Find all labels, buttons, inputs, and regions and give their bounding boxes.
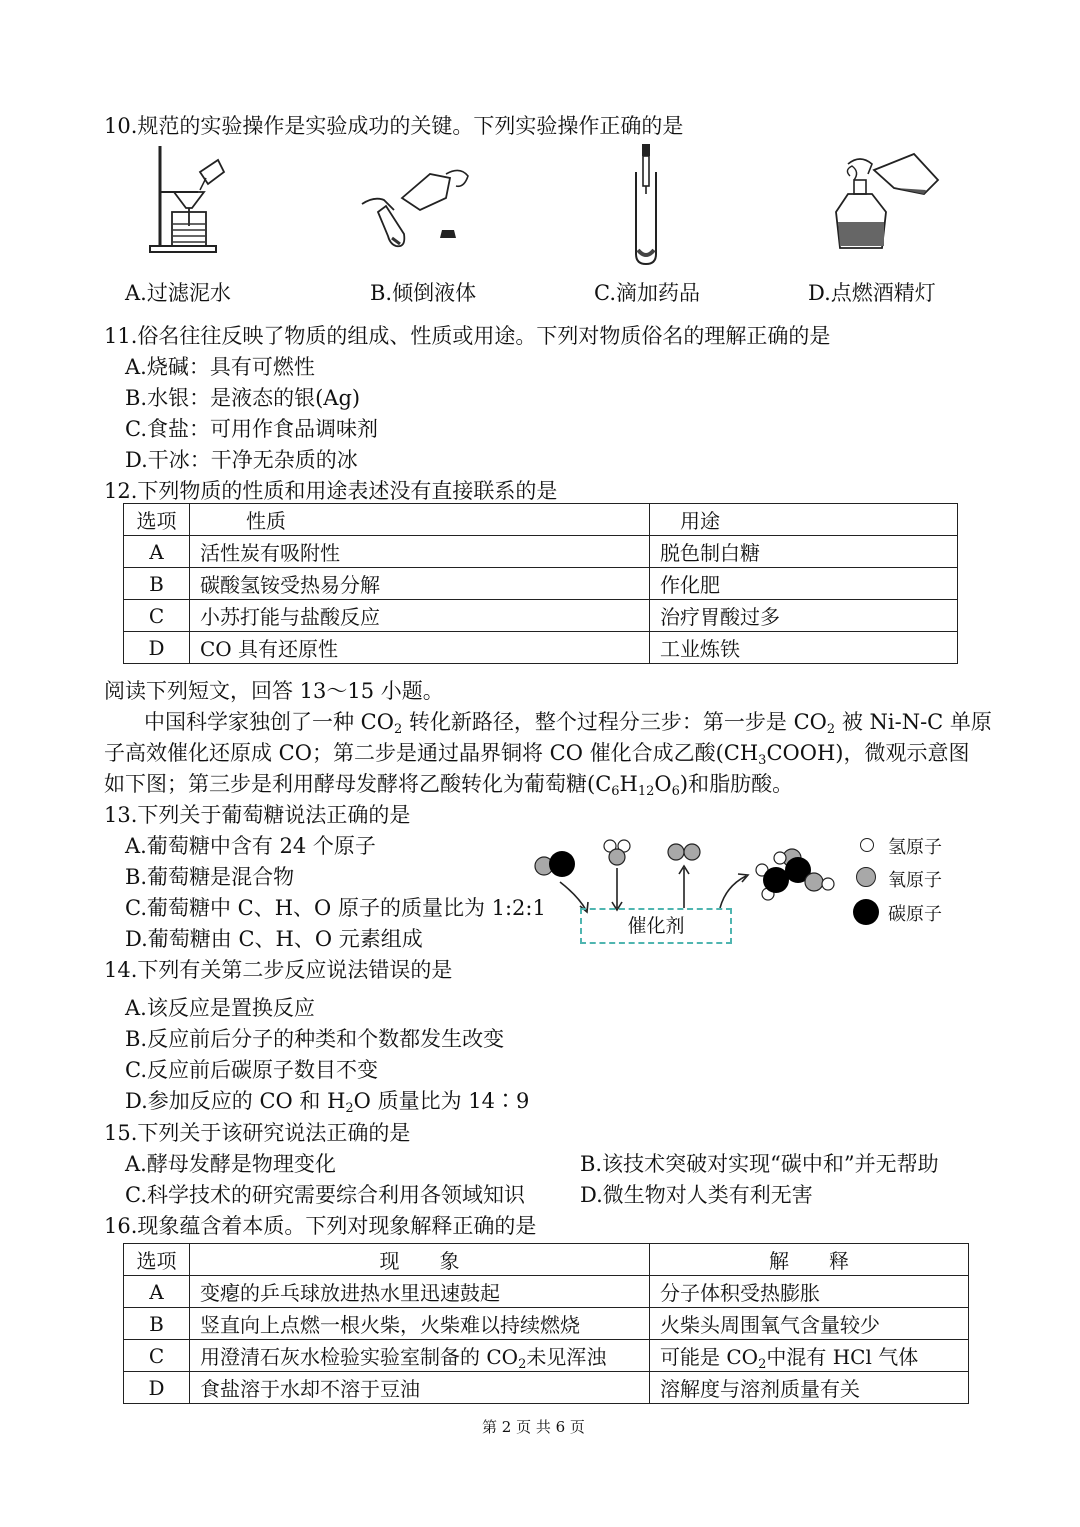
table-header-row [124,504,958,536]
pouring-liquid-figure [360,152,472,252]
table-header-cell: 解 释 [650,1244,969,1276]
table-cell: 可能是 $CO_2$中混有 HCl 气体 [650,1340,969,1372]
q12-table [123,503,958,664]
table-cell: 竖直向上点燃一根火柴，火柴难以持续燃烧 [190,1308,650,1340]
reading-line-3: 如下图；第三步是利用酵母发酵将乙酸转化为葡萄糖$(C_6H_{12}O_6)$和脂肪酸。 [104,772,794,799]
q13-option-d[interactable]: D.葡萄糖由 C、H、O 元素组成 [125,927,423,951]
q10-option-c[interactable]: C.滴加药品 [594,281,700,305]
q13-option-a[interactable]: A.葡萄糖中含有 24 个原子 [125,834,376,858]
table-row[interactable] [124,1372,969,1404]
oxygen-atom [805,873,823,891]
table-header-cell: 选项 [124,504,190,536]
table-header-cell: 现 象 [190,1244,650,1276]
q15-option-c[interactable]: C.科学技术的研究需要综合利用各领域知识 [125,1183,525,1207]
table-row[interactable] [124,1276,969,1308]
table-cell-option: A [124,1276,190,1308]
page-footer: 第 2 页 共 6 页 [482,1418,585,1436]
catalyst-box: 催化剂 [580,908,732,944]
table-row[interactable] [124,568,958,600]
table-header-row [124,1244,969,1276]
table-row[interactable] [124,536,958,568]
table-row[interactable] [124,632,958,664]
legend-hydrogen: 氢原子 [888,837,942,858]
oxygen-atom [684,844,700,860]
table-header-cell: 选项 [124,1244,190,1276]
q16-stem: 16.现象蕴含着本质。下列对现象解释正确的是 [104,1214,537,1238]
carbon-legend-icon [853,899,879,925]
reading-line-1: 中国科学家独创了一种 $CO_2$ 转化新路径，整个过程分三步：第一步是 $CO_2$ 被 Ni-N-C 单原 [144,710,992,737]
q12-stem: 12.下列物质的性质和用途表述没有直接联系的是 [104,479,558,503]
table-cell: 溶解度与溶剂质量有关 [650,1372,969,1404]
q16-table [123,1243,969,1404]
table-cell-option: B [124,1308,190,1340]
q11-option-d[interactable]: D.干冰：干净无杂质的冰 [125,448,358,472]
table-row[interactable] [124,600,958,632]
q15-option-a[interactable]: A.酵母发酵是物理变化 [125,1152,336,1176]
q14-option-b[interactable]: B.反应前后分子的种类和个数都发生改变 [125,1027,505,1051]
table-cell-option: C [124,600,190,632]
q13-option-c[interactable]: C.葡萄糖中 C、H、O 原子的质量比为 1:2:1 [125,896,546,920]
q15-option-b[interactable]: B.该技术突破对实现“碳中和”并无帮助 [580,1152,939,1176]
q14-stem: 14.下列有关第二步反应说法错误的是 [104,958,453,982]
table-cell-option: D [124,1372,190,1404]
q13-option-b[interactable]: B.葡萄糖是混合物 [125,865,295,889]
legend-carbon: 碳原子 [888,904,942,925]
table-cell-option: D [124,632,190,664]
table-cell: 脱色制白糖 [650,536,958,568]
table-cell: 食盐溶于水却不溶于豆油 [190,1372,650,1404]
alcohol-lamp-figure [834,150,944,254]
carbon-atom [549,851,575,877]
table-row[interactable] [124,1340,969,1372]
q13-stem: 13.下列关于葡萄糖说法正确的是 [104,803,411,827]
dropper-figure [628,142,664,266]
q10-stem: 10.规范的实验操作是实验成功的关键。下列实验操作正确的是 [104,114,684,138]
table-cell: 碳酸氢铵受热易分解 [190,568,650,600]
table-cell: 作化肥 [650,568,958,600]
q11-stem: 11.俗名往往反映了物质的组成、性质或用途。下列对物质俗名的理解正确的是 [104,324,831,348]
q15-stem: 15.下列关于该研究说法正确的是 [104,1121,411,1145]
table-cell: CO 具有还原性 [190,632,650,664]
q11-option-a[interactable]: A.烧碱：具有可燃性 [125,355,315,379]
hydrogen-legend-icon [860,838,874,852]
table-cell: 用澄清石灰水检验实验室制备的 $CO_2$未见浑浊 [190,1340,650,1372]
reading-line-2: 子高效催化还原成 CO；第二步是通过晶界铜将 CO 催化合成乙酸$(CH_3COOH)$，微观示意图 [104,741,970,768]
table-cell-option: B [124,568,190,600]
q14-option-d[interactable]: D.参加反应的 CO 和 $H_2O$ 质量比为 14∶9 [125,1089,530,1116]
table-cell: 火柴头周围氧气含量较少 [650,1308,969,1340]
table-cell: 分子体积受热膨胀 [650,1276,969,1308]
table-cell: 小苏打能与盐酸反应 [190,600,650,632]
table-cell-option: C [124,1340,190,1372]
table-header-cell: 性质 [190,504,650,536]
table-row[interactable] [124,1308,969,1340]
q10-option-a[interactable]: A.过滤泥水 [125,281,231,305]
table-cell: 变瘪的乒乓球放进热水里迅速鼓起 [190,1276,650,1308]
q11-option-b[interactable]: B.水银：是液态的银(Ag) [125,386,361,410]
q15-option-d[interactable]: D.微生物对人类有利无害 [580,1183,813,1207]
table-cell: 活性炭有吸附性 [190,536,650,568]
q10-option-b[interactable]: B.倾倒液体 [370,281,477,305]
filtration-apparatus-figure [148,142,230,254]
reading-intro: 阅读下列短文，回答 13～15 小题。 [104,679,444,703]
hydrogen-atom [774,852,786,864]
q14-option-a[interactable]: A.该反应是置换反应 [125,996,315,1020]
q10-option-d[interactable]: D.点燃酒精灯 [808,281,936,305]
oxygen-legend-icon [856,867,876,887]
hydrogen-atom [822,878,834,890]
table-header-cell: 用途 [650,504,958,536]
table-cell: 工业炼铁 [650,632,958,664]
table-cell: 治疗胃酸过多 [650,600,958,632]
oxygen-atom [609,849,625,865]
legend-oxygen: 氧原子 [888,870,942,891]
q14-option-c[interactable]: C.反应前后碳原子数目不变 [125,1058,378,1082]
oxygen-atom [668,844,684,860]
table-cell-option: A [124,536,190,568]
q11-option-c[interactable]: C.食盐：可用作食品调味剂 [125,417,378,441]
